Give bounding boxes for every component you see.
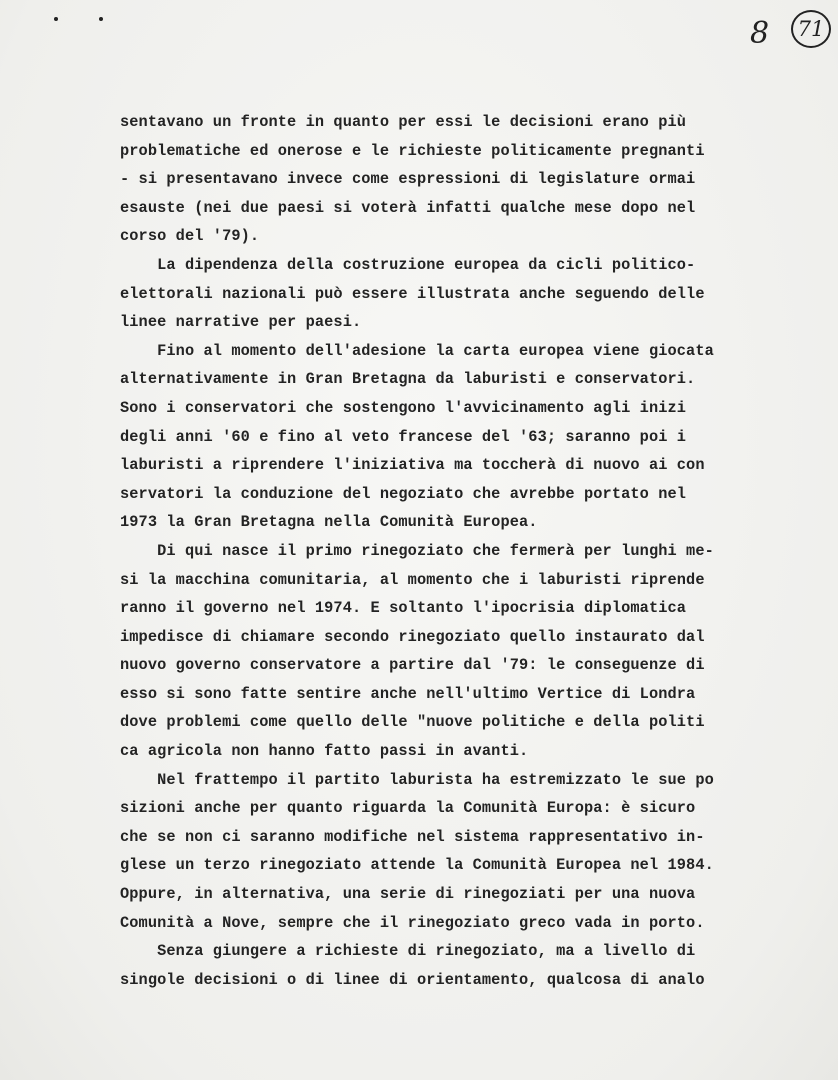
text-line: glese un terzo rinegoziato attende la Comunità Europea nel 1984. (120, 856, 714, 875)
text-line: singole decisioni o di linee di orientamento, qualcosa di analo (120, 970, 705, 989)
text-line: Di qui nasce il primo rinegoziato che fermerà per lunghi me- (120, 541, 714, 560)
text-line: nuovo governo conservatore a partire dal '79: le conseguenze di (120, 656, 705, 675)
margin-dot (54, 17, 58, 21)
text-line: 1973 la Gran Bretagna nella Comunità Europea. (120, 513, 538, 532)
margin-dot (99, 17, 103, 21)
text-line: corso del '79). (120, 227, 260, 246)
text-line: degli anni '60 e fino al veto francese del '63; saranno poi i (120, 427, 687, 446)
body-text (120, 108, 740, 994)
text-line: esauste (nei due paesi si voterà infatti qualche mese dopo nel (120, 198, 696, 217)
text-line: servatori la conduzione del negoziato che avrebbe portato nel (120, 484, 687, 503)
text-line: elettorali nazionali può essere illustrata anche seguendo delle (120, 284, 705, 303)
text-line: Senza giungere a richieste di rinegoziato, ma a livello di (120, 942, 696, 961)
text-line: - si presentavano invece come espressioni di legislature ormai (120, 170, 696, 189)
text-line: Fino al momento dell'adesione la carta europea viene giocata (120, 341, 714, 360)
text-line: La dipendenza della costruzione europea da cicli politico- (120, 255, 696, 274)
text-line: si la macchina comunitaria, al momento che i laburisti riprende (120, 570, 705, 589)
text-line: ranno il governo nel 1974. E soltanto l'ipocrisia diplomatica (120, 599, 687, 618)
text-line: sizioni anche per quanto riguarda la Comunità Europa: è sicuro (120, 799, 696, 818)
text-line: Comunità a Nove, sempre che il rinegoziato greco vada in porto. (120, 913, 705, 932)
page-number: 8 (750, 16, 770, 51)
text-line: esso si sono fatte sentire anche nell'ultimo Vertice di Londra (120, 684, 696, 703)
text-line: Oppure, in alternativa, una serie di rinegoziati per una nuova (120, 885, 696, 904)
text-line: dove problemi come quello delle "nuove politiche e della politi (120, 713, 705, 732)
text-line: problematiche ed onerose e le richieste politicamente pregnanti (120, 141, 705, 160)
text-line: alternativamente in Gran Bretagna da laburisti e conservatori. (120, 370, 696, 389)
text-line: ca agricola non hanno fatto passi in avanti. (120, 742, 529, 761)
text-line: che se non ci saranno modifiche nel sistema rappresentativo in- (120, 827, 705, 846)
folio-number-circled: 71 (791, 10, 831, 48)
text-line: Sono i conservatori che sostengono l'avvicinamento agli inizi (120, 398, 687, 417)
text-line: laburisti a riprendere l'iniziativa ma toccherà di nuovo ai con (120, 456, 705, 475)
text-line: sentavano un fronte in quanto per essi le decisioni erano più (120, 113, 687, 131)
text-line: impedisce di chiamare secondo rinegoziato quello instaurato dal (120, 627, 705, 646)
text-line: linee narrative per paesi. (120, 313, 362, 332)
text-line: Nel frattempo il partito laburista ha estremizzato le sue po (120, 770, 714, 789)
